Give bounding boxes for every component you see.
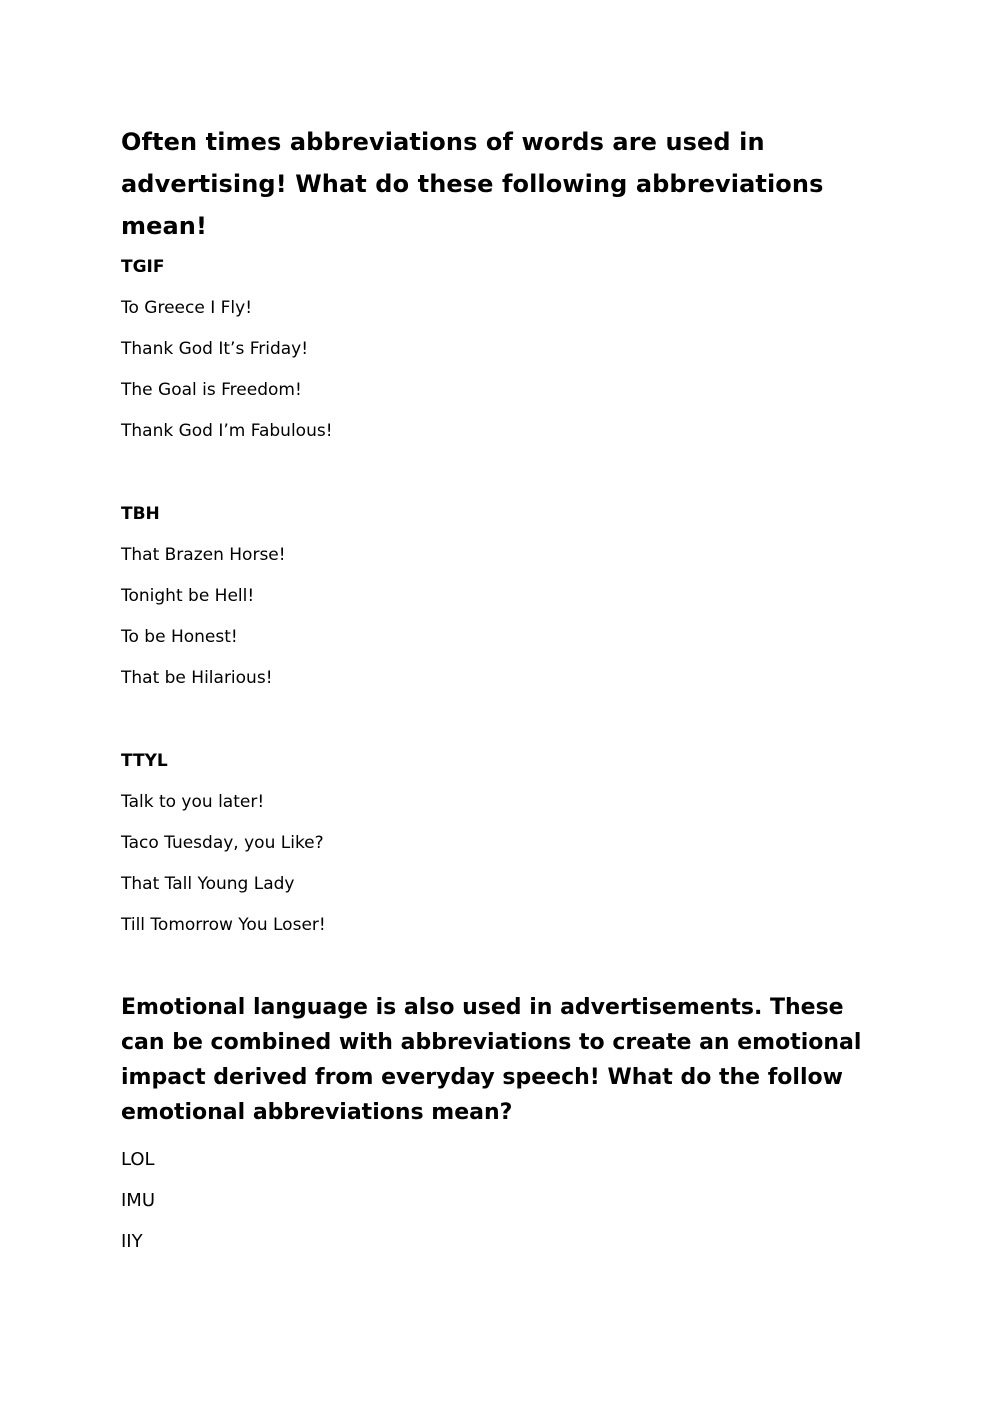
answer-option[interactable]: Thank God It’s Friday! xyxy=(121,339,309,359)
answer-option[interactable]: That Tall Young Lady xyxy=(121,874,295,894)
section-heading-emotional: Emotional language is also used in advertisements. These can be combined with abbreviations to create an emotional impact derived from everyday speech! What do the follow emotional abbreviations mean? xyxy=(121,995,862,1125)
question-label: TGIF xyxy=(121,257,165,277)
emotional-abbreviation: IIY xyxy=(121,1231,143,1252)
answer-option[interactable]: Thank God I’m Fabulous! xyxy=(121,421,333,441)
emotional-abbreviation: LOL xyxy=(121,1149,155,1170)
emotional-abbreviation: IMU xyxy=(121,1190,156,1211)
answer-option[interactable]: To Greece I Fly! xyxy=(121,298,253,318)
question-ttyl xyxy=(121,751,521,956)
question-tgif xyxy=(121,257,521,462)
answer-option[interactable]: Talk to you later! xyxy=(121,792,265,812)
answer-option[interactable]: Till Tomorrow You Loser! xyxy=(121,915,326,935)
question-label: TTYL xyxy=(121,751,168,771)
section-heading-abbreviations: Often times abbreviations of words are used in advertising! What do these following abbreviations mean! xyxy=(121,128,824,240)
answer-option[interactable]: The Goal is Freedom! xyxy=(121,380,302,400)
answer-option[interactable]: Taco Tuesday, you Like? xyxy=(121,833,324,853)
answer-option[interactable]: Tonight be Hell! xyxy=(121,586,255,606)
answer-option[interactable]: That be Hilarious! xyxy=(121,668,273,688)
answer-option[interactable]: To be Honest! xyxy=(121,627,238,647)
emotional-abbreviation-list xyxy=(121,1150,421,1273)
question-label: TBH xyxy=(121,504,160,524)
answer-option[interactable]: That Brazen Horse! xyxy=(121,545,286,565)
question-tbh xyxy=(121,504,521,709)
